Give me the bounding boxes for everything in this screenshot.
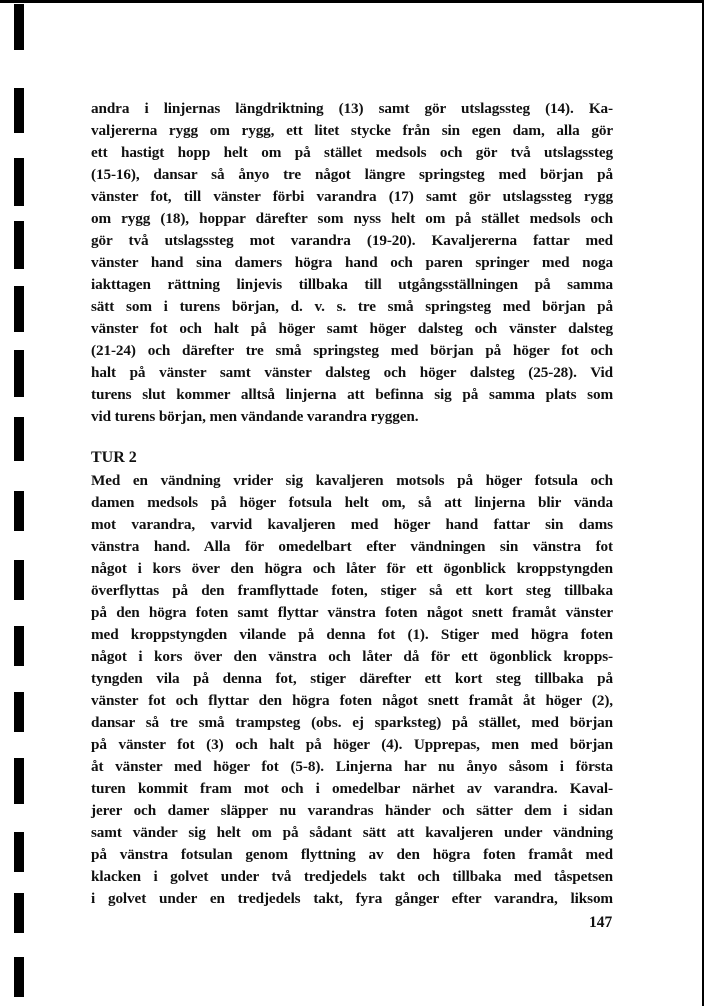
text-line: turen kommit fram mot och i omedelbar närhet av varandra. Kaval- [91, 780, 613, 797]
binding-mark [14, 832, 24, 872]
text-line: sätt som i turens början, d. v. s. tre små springsteg med början på [91, 298, 613, 315]
binding-mark [14, 417, 24, 461]
text-line: vänstra hand. Alla för omedelbart efter vändningen sin vänstra fot [91, 538, 613, 555]
text-line: något i kors över den högra och låter för ett ögonblick kroppstyngden [91, 560, 613, 577]
binding-mark [14, 758, 24, 804]
text-line: på vänster fot (3) och halt på höger (4). Upprepas, men med början [91, 736, 613, 753]
text-line: andra i linjernas längdriktning (13) samt gör utslagssteg (14). Ka- [91, 100, 613, 117]
binding-mark [14, 88, 24, 133]
binding-mark [14, 221, 24, 269]
text-line: gör två utslagssteg mot varandra (19-20). Kavaljererna fattar med [91, 232, 613, 249]
paragraph [91, 98, 613, 428]
binding-mark [14, 158, 24, 206]
text-line: vänster hand sina damers högra hand och paren springer med noga [91, 254, 613, 271]
binding-mark [14, 560, 24, 600]
binding-mark [14, 957, 24, 997]
text-line: vid turens början, men vändande varandra ryggen. [91, 408, 419, 425]
text-line: turens slut kommer alltså linjerna att befinna sig på samma plats som [91, 386, 613, 403]
text-line: ett hastigt hopp helt om på stället medsols och gör två utslagssteg [91, 144, 613, 161]
binding-mark [14, 893, 24, 933]
binding-mark [14, 4, 24, 50]
binding-mark [14, 286, 24, 332]
text-line: (21-24) och därefter tre små springsteg med början på höger fot och [91, 342, 613, 359]
text-line: vänster fot, till vänster förbi varandra (17) samt gör utslagssteg rygg [91, 188, 613, 205]
body-text [91, 98, 613, 910]
text-line: (15-16), dansar så ånyo tre något längre springsteg med början på [91, 166, 613, 183]
text-line: halt på vänster samt vänster dalsteg och höger dalsteg (25-28). Vid [91, 364, 613, 381]
text-line: dansar så tre små trampsteg (obs. ej sparksteg) på stället, med början [91, 714, 613, 731]
text-line: vänster fot och flyttar den högra foten något snett framåt åt höger (2), [91, 692, 613, 709]
binding-mark [14, 491, 24, 531]
text-line: tyngden vila på denna fot, stiger därefter ett kort steg tillbaka på [91, 670, 613, 687]
binding-mark [14, 350, 24, 397]
section-heading: TUR 2 [91, 449, 137, 466]
text-line: överflyttas på den framflyttade foten, stiger så ett kort steg tillbaka [91, 582, 613, 599]
binding-mark [14, 692, 24, 732]
paragraph [91, 470, 613, 910]
text-line: om rygg (18), hoppar därefter som nyss helt om på stället medsols och [91, 210, 613, 227]
text-line: valjererna rygg om rygg, ett litet stycke från sin egen dam, alla gör [91, 122, 613, 139]
text-line: damen medsols på höger fotsula helt om, så att linjerna blir vända [91, 494, 613, 511]
text-line: i golvet under en tredjedels takt, fyra gånger efter varandra, liksom [91, 890, 613, 907]
text-line: Med en vändning vrider sig kavaljeren motsols på höger fotsula och [91, 472, 613, 489]
text-line: åt vänster med höger fot (5-8). Linjerna har nu ånyo såsom i första [91, 758, 613, 775]
text-line: iakttagen rättning linjevis tillbaka till utgångsställningen på samma [91, 276, 613, 293]
text-line: på den högra foten samt flyttar vänstra foten något snett framåt vänster [91, 604, 613, 621]
text-line: samt vänder sig helt om på sådant sätt att kavaljeren under vändning [91, 824, 613, 841]
page-top-edge [0, 0, 704, 3]
text-line: vänster fot och halt på höger samt höger dalsteg och vänster dalsteg [91, 320, 613, 337]
text-line: på vänstra fotsulan genom flyttning av den högra foten framåt med [91, 846, 613, 863]
text-line: med kroppstyngden vilande på denna fot (1). Stiger med högra foten [91, 626, 613, 643]
text-line: jerer och damer släpper nu varandras händer och sätter dem i sidan [91, 802, 613, 819]
text-line: mot varandra, varvid kavaljeren med höger hand fattar sin dams [91, 516, 613, 533]
text-line: klacken i golvet under två tredjedels takt och tillbaka med tåspetsen [91, 868, 613, 885]
page-number: 147 [589, 914, 613, 931]
text-line: något i kors över den vänstra och låter då för ett ögonblick kropps- [91, 648, 613, 665]
binding-mark [14, 626, 24, 666]
